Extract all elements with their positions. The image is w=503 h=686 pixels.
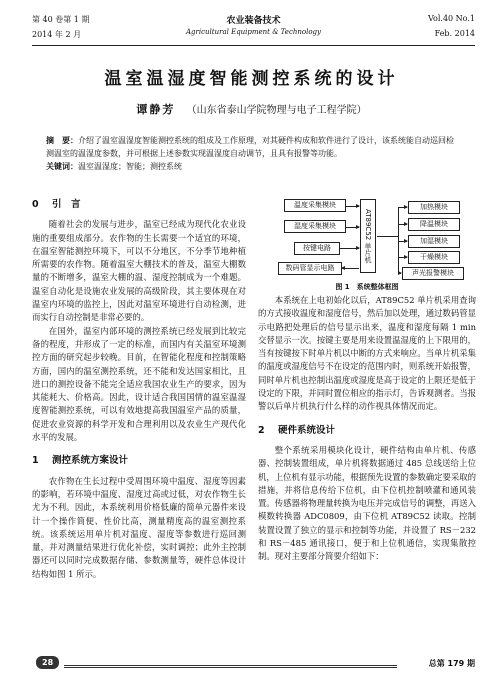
humidify-module-box: 加湿模块	[408, 235, 460, 248]
connector	[377, 236, 398, 237]
publication-date: 2014 年 2 月	[32, 30, 82, 39]
date-en: Feb. 2014	[434, 29, 475, 38]
display-circuit-box: 数码管显示电路	[278, 262, 342, 275]
cooling-module-box: 降温模块	[408, 218, 460, 231]
paper-title: 温室温湿度智能测控系统的设计	[104, 69, 399, 89]
arrow	[398, 273, 401, 274]
author-affiliation: （山东省泰山学院物理与电子工程学院）	[186, 105, 367, 116]
paragraph: 随着社会的发展与进步，温室已经成为现代化农业设施的重要组成部分。农作物的生长需要一个适宜的环境，在温室智能测控环境下，可以不分地区，不分季节地种植所需要的农作物。随着温室大棚技术的普及，温室大棚数量的不断增多，温室大棚的温、湿度控制成为一个难题。温室自动化是设施农业发展的高级阶段，其主要体现在对温室内环境的监控上，因此对温室环境进行自动检测，进而实行自动控制是非常必要的。	[32, 219, 246, 323]
system-block-diagram	[258, 196, 476, 294]
author-line	[0, 101, 503, 117]
left-column	[32, 196, 246, 581]
arrow	[398, 224, 407, 225]
arrow	[340, 248, 359, 249]
mcu-box: AT89C52 单片机	[360, 199, 376, 273]
volume-issue: 第 40 卷第 1 期	[32, 15, 90, 24]
temp-module-box: 温度采集模块	[284, 199, 346, 212]
abstract-text: 介绍了温室温湿度智能测控系统的组成及工作原理，对其硬件构成和软件进行了设计，该系统能自动巡回检测温室的温湿度参数，并可根据上述参数实现温湿度自动调节，且具有报警等功能。	[46, 136, 454, 158]
right-column	[258, 196, 476, 564]
keywords-text: 温室温湿度；智能；测控系统	[78, 162, 182, 171]
section-heading-intro: 0 引 言	[32, 199, 81, 210]
paragraph: 农作物在生长过程中受周围环境中温度、湿度等因素的影响，若环境中温度、湿度过高或过低，对农作物生长尤为不利。因此，本系统利用价格低廉的简单元器件来设计一个操作简便、性价比高，测量精度高的温室测控系统。该系统运用单片机对温度、湿度等参数进行巡回测量，并对测量结果进行优化补偿，实时调控；此外主控制器还可以同时完成数据存储、参数测量等，硬件总体设计结构如图 1 所示。	[32, 475, 246, 579]
dry-module-box: 干燥模块	[408, 251, 460, 264]
abstract	[46, 134, 457, 160]
page-footer	[32, 656, 475, 676]
journal-name-en: Agricultural Equipment & Technology	[185, 28, 321, 36]
humidity-module-box: 湿度采集模块	[284, 220, 346, 233]
arrow	[346, 227, 359, 228]
keywords-label: 关键词：	[46, 162, 78, 171]
alarm-module-box: 声光报警模块	[402, 267, 464, 280]
section-heading-hardware: 2 硬件系统设计	[258, 424, 336, 436]
volume-en: Vol.40 No.1	[428, 14, 475, 23]
paragraph: 整个系统采用模块化设计，硬件结构由单片机、传感器、控制装置组成，单片机将数据通过 485 总线送给上位机，上位机有显示功能，根据预先设置的参数确定要采取的措施，并将信息传给下位机，由下位机控制喷灌和通风装置。传感器将物理量转换为电压并完成信号的调整，再送入模数转换器 ADC0809，由下位机 AT89C52 读取。控制装置设置了独立的显示和控制等功能，并设置了 RS－232 和 RS－485 通讯接口，便于和上位机通信，实现集散控制。现对主要部分简要介绍如下：	[258, 444, 476, 562]
abstract-block	[46, 134, 457, 173]
running-header	[32, 12, 475, 46]
author-name: 谭静芳	[136, 103, 176, 116]
paragraph: 在国外，温室内部环境的测控系统已经发展到比较完备的程度，并形成了一定的标准，而国内有关温室环境测控方面的研究起步较晚。目前，在智能化程度和控制策略方面，国内的温室测控系统，还不能和发达国家相比，且进口的测控设备不能完全适应我国农业生产的要求，因为其能耗大、价格高。因此，设计适合我国国情的温室温湿度智能测控系统，可以有效地提高我国温室产品的质量，促进农业资源的科学开发和合理利用以及农业生产现代化水平的发展。	[32, 325, 246, 443]
arrow	[398, 241, 407, 242]
total-issue: 总第 179 期	[428, 659, 475, 668]
key-circuit-box: 按键电路	[294, 242, 340, 255]
arrow	[398, 257, 407, 258]
footer-rule	[64, 665, 397, 668]
figure-caption: 图 1 系统整体框图	[335, 283, 399, 291]
arrow	[398, 207, 407, 208]
section-heading-scheme: 1 测控系统方案设计	[32, 455, 129, 467]
paragraph: 本系统在上电初始化以后，AT89C52 单片机采用查询的方式接收温度和湿度信号，然后加以处理，通过数码管显示电路把处理后的信号显示出来，温度和湿度每隔 1 min 交替显示一次。按键主要是用来设置温湿度的上下限用的，当有按键按下时单片机以中断的方式来响应。当单片机采集的温度或湿度信号不在设定的范围内时，则系统开始报警，同时单片机也控制出温度或湿度是高于设定的上限还是低于设定的下限，并同时置位相应的指示灯，告诉观测者。当报警以后单片机执行什么样的动作视具体情况而定。	[258, 295, 476, 412]
arrow	[346, 206, 359, 207]
abstract-label: 摘 要：	[46, 136, 78, 145]
arrow	[342, 268, 359, 269]
keywords	[46, 160, 457, 173]
journal-name-cn: 农业装备技术	[226, 16, 281, 26]
page-number: 28	[36, 656, 59, 669]
heating-module-box: 加热模块	[408, 201, 460, 214]
